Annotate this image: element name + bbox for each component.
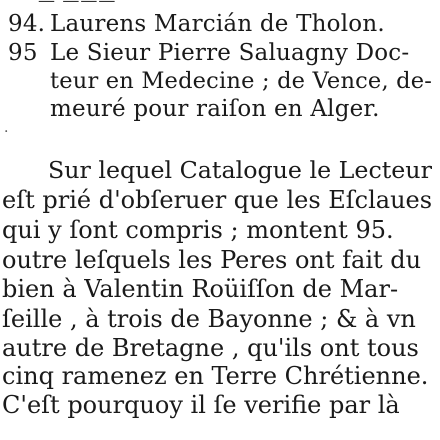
paragraph-line: autre de Bretagne , qu'ils ont tous xyxy=(2,334,419,362)
cut-off-header-text: — ——— xyxy=(38,0,117,11)
paragraph-line: C'eſt pourquoy il ſe verifie par là xyxy=(2,391,400,419)
paragraph-line: qui y ſont compris ; montent 95. xyxy=(2,216,394,244)
entry-text: Le Sieur Pierre Saluagny Doc- xyxy=(50,40,410,66)
paragraph-line: eſt prié d'obſeruer que les Eſclaues xyxy=(2,186,433,214)
entry-continuation: teur en Medecine ; de Vence, de- xyxy=(50,68,433,94)
entry-number: 94. xyxy=(8,11,46,37)
entry-continuation: meuré pour raiſon en Alger. xyxy=(50,96,380,122)
list-item xyxy=(8,12,385,37)
list-item xyxy=(8,41,409,66)
paragraph-line: bien à Valentin Roüiſſon de Mar- xyxy=(2,275,399,303)
paragraph-line: outre leſquels les Peres ont fait du xyxy=(2,246,422,274)
paragraph-line: ſeille , à trois de Bayonne ; & à vn xyxy=(2,305,416,333)
entry-text: Laurens Marcián de Tholon. xyxy=(50,11,385,37)
paragraph-line: Sur lequel Catalogue le Lecteur xyxy=(48,156,432,184)
entry-number: 95 xyxy=(8,40,38,66)
body-paragraph xyxy=(2,156,438,440)
margin-mark: · xyxy=(4,124,9,140)
paragraph-line: cinq ramenez en Terre Chrétienne. xyxy=(2,362,429,390)
